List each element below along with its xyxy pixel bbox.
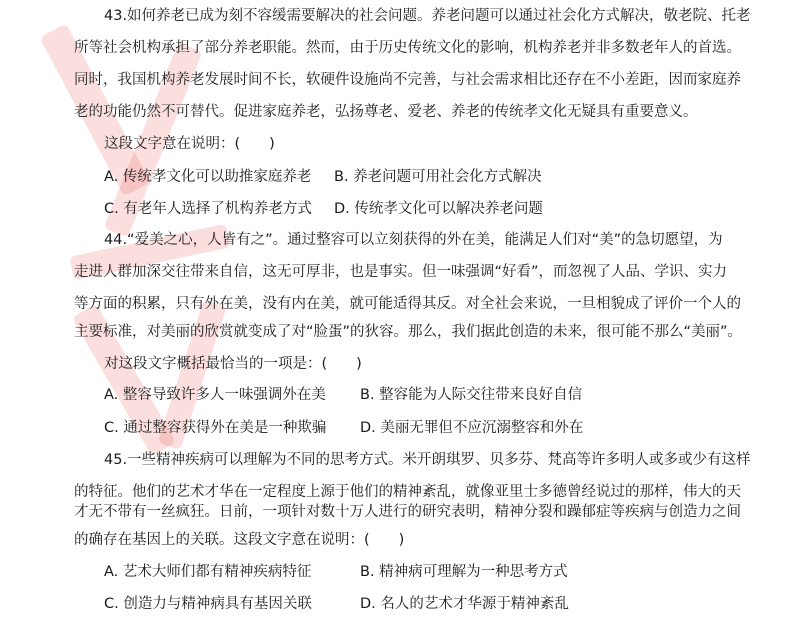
q45-line-1: 45.一些精神疾病可以理解为不同的思考方式。米开朗琪罗、贝多芬、梵高等许多明人或多或少有这样 [104,452,751,468]
q43-line-4: 老的功能仍然不可替代。促进家庭养老，弘扬尊老、爱老、养老的传统孝文化无疑具有重要意义。 [74,104,698,120]
q45-line-2: 的特征。他们的艺术才华在一定程度上源于他们的精神紊乱，就像亚里士多德曾经说过的那样，伟大的天 [74,484,741,500]
q44-option-b[interactable]: B. 整容能为人际交往带来良好自信 [360,387,583,403]
q43-option-b[interactable]: B. 养老问题可用社会化方式解决 [334,169,542,185]
q43-line-1: 43.如何养老已成为刻不容缓需要解决的社会问题。养老问题可以通过社会化方式解决，敬老院、托老 [104,8,751,24]
q43-line-3: 同时，我国机构养老发展时间不长，软硬件设施尚不完善，与社会需求相比还存在不小差距，因而家庭养 [74,72,741,88]
q44-option-a[interactable]: A. 整容导致许多人一味强调外在美 [104,387,326,403]
q45-option-c[interactable]: C. 创造力与精神病具有基因关联 [104,596,312,612]
q45-option-b[interactable]: B. 精神病可理解为一种思考方式 [360,564,568,580]
q44-line-3: 等方面的积累，只有外在美，没有内在美，就可能适得其反。对全社会来说，一旦相貌成了评价一个人的 [74,296,741,312]
q43-line-2: 所等社会机构承担了部分养老职能。然而，由于历史传统文化的影响，机构养老并非多数老年人的首选。 [74,40,741,56]
q45-line-4: 的确存在基因上的关联。这段文字意在说明：( ) [74,532,405,548]
q45-option-d[interactable]: D. 名人的艺术才华源于精神紊乱 [360,596,569,612]
q44-prompt: 对这段文字概括最恰当的一项是：( ) [104,356,362,372]
q45-option-a[interactable]: A. 艺术大师们都有精神疾病特征 [104,564,312,580]
q44-line-4: 主要标准，对美丽的欣赏就变成了对“脸蛋”的狄容。那么，我们据此创造的未来，很可能不那么“美丽”。 [74,324,743,340]
q44-option-c[interactable]: C. 通过整容获得外在美是一种欺骗 [104,420,327,436]
q43-option-a[interactable]: A. 传统孝文化可以助推家庭养老 [104,169,312,185]
q43-option-c[interactable]: C. 有老年人选择了机构养老方式 [104,201,312,217]
q45-line-3: 才无不带有一丝疯狂。日前，一项针对数十万人进行的研究表明，精神分裂和躁郁症等疾病与创造力之间 [74,504,741,520]
q44-option-d[interactable]: D. 美丽无罪但不应沉溺整容和外在 [360,420,584,436]
q44-line-2: 走进人群加深交往带来自信，这无可厚非，也是事实。但一味强调“好看”，而忽视了人品、学识、实力 [74,264,728,280]
q43-prompt: 这段文字意在说明：( ) [104,136,275,152]
q43-option-d[interactable]: D. 传统孝文化可以解决养老问题 [334,201,543,217]
q44-line-1: 44.“爱美之心，人皆有之”。通过整容可以立刻获得的外在美，能满足人们对“美”的急切愿望，为 [104,232,723,248]
